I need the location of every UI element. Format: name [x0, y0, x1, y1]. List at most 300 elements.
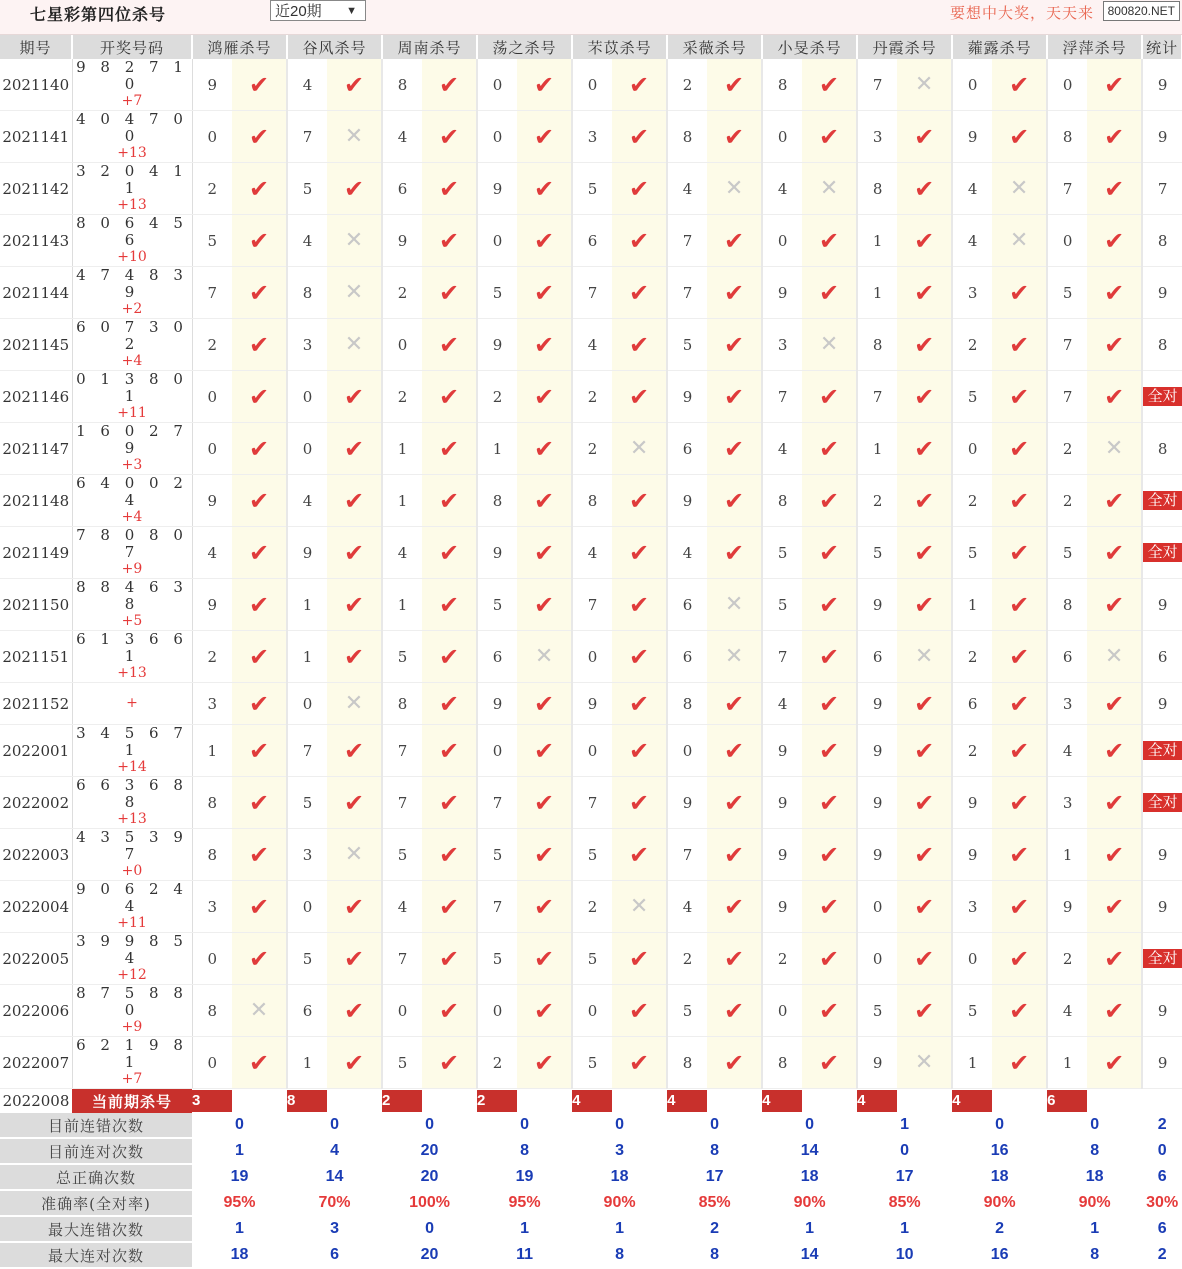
check-icon: ✔	[1104, 689, 1125, 718]
result-cell	[802, 319, 857, 371]
draw-numbers-cell	[72, 881, 192, 933]
result-cell	[232, 985, 287, 1037]
result-cell	[422, 725, 477, 777]
check-icon: ✔	[724, 689, 745, 718]
current-kill-number: 2	[382, 1090, 422, 1112]
draw-digits: 6 6 3 6 8 8	[76, 776, 188, 811]
draw-digits: 7 8 0 8 0 7	[76, 526, 188, 561]
check-icon: ✔	[534, 122, 555, 151]
period-number: 2021152	[0, 683, 72, 725]
check-icon: ✔	[914, 122, 935, 151]
table-row	[0, 59, 1182, 111]
check-icon: ✔	[438, 892, 460, 921]
result-cell	[517, 319, 572, 371]
check-icon: ✔	[1009, 486, 1030, 515]
check-icon: ✔	[629, 689, 650, 718]
summary-label: 最大连错次数	[0, 1216, 192, 1242]
kill-number: 5	[952, 527, 992, 579]
result-cell	[897, 319, 952, 371]
kill-number: 5	[952, 371, 992, 423]
kill-number: 8	[857, 163, 897, 215]
result-cell	[707, 267, 762, 319]
check-icon: ✔	[914, 788, 935, 817]
check-icon: ✔	[724, 1048, 745, 1077]
result-cell	[517, 111, 572, 163]
summary-value: 18	[952, 1164, 1047, 1190]
summary-value: 0	[1047, 1113, 1142, 1138]
result-cell	[707, 579, 762, 631]
kill-number: 5	[762, 527, 802, 579]
draw-numbers-cell	[72, 527, 192, 579]
summary-label: 最大连对次数	[0, 1242, 192, 1268]
kill-number: 2	[1047, 423, 1087, 475]
summary-value: 14	[762, 1138, 857, 1164]
cross-icon: ✕	[344, 332, 364, 357]
kill-number: 0	[1047, 59, 1087, 111]
column-header-expert: 周南杀号	[382, 35, 477, 59]
cross-icon: ✕	[629, 894, 649, 919]
result-cell	[897, 371, 952, 423]
kill-number: 6	[667, 579, 707, 631]
result-cell	[802, 527, 857, 579]
result-cell	[1087, 59, 1142, 111]
summary-value: 8	[1047, 1138, 1142, 1164]
kill-number: 7	[857, 59, 897, 111]
check-icon: ✔	[1104, 944, 1125, 973]
column-header-expert: 小旻杀号	[762, 35, 857, 59]
kill-number: 9	[762, 777, 802, 829]
result-cell	[612, 933, 667, 985]
cross-icon: ✕	[914, 644, 934, 669]
kill-number: 0	[572, 631, 612, 683]
kill-number: 4	[287, 215, 327, 267]
check-icon: ✔	[1009, 892, 1030, 921]
check-icon: ✔	[248, 538, 270, 567]
kill-number: 0	[287, 371, 327, 423]
check-icon: ✔	[438, 840, 460, 869]
stat-cell: 8	[1142, 319, 1182, 371]
check-icon: ✔	[914, 892, 935, 921]
draw-bonus: +12	[117, 967, 147, 983]
kill-number: 4	[192, 527, 232, 579]
result-cell	[517, 371, 572, 423]
summary-row	[0, 1242, 1182, 1268]
check-icon: ✔	[343, 892, 365, 921]
draw-bonus: +13	[117, 811, 147, 827]
result-cell	[707, 631, 762, 683]
draw-digits: 8 7 5 8 8 0	[76, 984, 188, 1019]
cross-icon: ✕	[344, 842, 364, 867]
table-row	[0, 777, 1182, 829]
summary-value: 0	[667, 1113, 762, 1138]
result-cell	[1087, 267, 1142, 319]
kill-number: 0	[952, 423, 992, 475]
kill-number: 0	[287, 423, 327, 475]
cross-icon: ✕	[724, 644, 744, 669]
table-row	[0, 881, 1182, 933]
all-correct-badge: 全对	[1143, 793, 1182, 812]
kill-number: 1	[1047, 829, 1087, 881]
check-icon: ✔	[438, 174, 460, 203]
kill-number: 4	[1047, 985, 1087, 1037]
kill-number: 1	[857, 423, 897, 475]
result-cell	[422, 777, 477, 829]
kill-number: 8	[192, 777, 232, 829]
result-cell	[707, 683, 762, 725]
table-row	[0, 527, 1182, 579]
result-cell	[897, 579, 952, 631]
draw-bonus: +10	[117, 249, 147, 265]
check-icon: ✔	[343, 434, 365, 463]
result-cell	[992, 933, 1047, 985]
kill-number: 1	[382, 475, 422, 527]
check-icon: ✔	[248, 434, 270, 463]
result-cell	[232, 683, 287, 725]
result-cell	[897, 881, 952, 933]
result-cell	[422, 631, 477, 683]
summary-value: 18	[1047, 1164, 1142, 1190]
stat-cell: 8	[1142, 423, 1182, 475]
kill-number: 2	[192, 631, 232, 683]
draw-bonus: +2	[121, 301, 143, 317]
kill-number: 5	[667, 319, 707, 371]
kill-number: 5	[572, 829, 612, 881]
kill-number: 7	[287, 111, 327, 163]
kill-number: 7	[667, 215, 707, 267]
table-row	[0, 267, 1182, 319]
site-badge[interactable]: 800820.NET	[1103, 1, 1180, 21]
check-icon: ✔	[724, 840, 745, 869]
draw-numbers-cell	[72, 1037, 192, 1089]
kill-number: 9	[667, 371, 707, 423]
check-icon: ✔	[629, 122, 650, 151]
cross-icon: ✕	[1104, 644, 1124, 669]
kill-number: 1	[287, 631, 327, 683]
draw-digits: 1 6 0 2 7 9	[76, 422, 188, 457]
kill-number: 5	[572, 163, 612, 215]
check-icon: ✔	[1009, 840, 1030, 869]
stat-cell: 9	[1142, 579, 1182, 631]
check-icon: ✔	[1104, 996, 1125, 1025]
kill-number: 2	[952, 631, 992, 683]
result-cell	[327, 267, 382, 319]
kill-number: 1	[287, 579, 327, 631]
result-cell	[612, 829, 667, 881]
kill-number: 9	[382, 215, 422, 267]
check-icon: ✔	[724, 70, 745, 99]
summary-value: 2	[667, 1216, 762, 1242]
summary-value: 1	[192, 1138, 287, 1164]
result-cell	[612, 579, 667, 631]
check-icon: ✔	[1104, 226, 1125, 255]
draw-numbers-cell	[72, 683, 192, 725]
kill-number: 8	[762, 475, 802, 527]
kill-number: 0	[192, 1037, 232, 1089]
check-icon: ✔	[248, 1048, 270, 1077]
current-period-row	[0, 1089, 1182, 1114]
check-icon: ✔	[438, 1048, 460, 1077]
result-cell	[327, 1037, 382, 1089]
kill-number: 8	[192, 985, 232, 1037]
period-number: 2021151	[0, 631, 72, 683]
result-cell	[707, 985, 762, 1037]
cross-icon: ✕	[819, 332, 839, 357]
summary-value: 18	[572, 1164, 667, 1190]
column-header-draw: 开奖号码	[72, 35, 192, 59]
chevron-down-icon: ▼	[346, 5, 357, 17]
summary-value: 14	[762, 1242, 857, 1268]
draw-bonus: +3	[121, 457, 143, 473]
check-icon: ✔	[248, 892, 270, 921]
kill-number: 0	[857, 881, 897, 933]
result-cell	[517, 215, 572, 267]
result-cell	[232, 579, 287, 631]
check-icon: ✔	[1104, 122, 1125, 151]
result-cell	[897, 163, 952, 215]
check-icon: ✔	[819, 382, 840, 411]
check-icon: ✔	[914, 174, 935, 203]
draw-numbers-cell	[72, 111, 192, 163]
result-cell	[422, 423, 477, 475]
check-icon: ✔	[343, 642, 365, 671]
kill-number: 9	[192, 475, 232, 527]
result-cell	[897, 777, 952, 829]
summary-value: 1	[192, 1216, 287, 1242]
result-cell	[1087, 475, 1142, 527]
result-cell	[992, 683, 1047, 725]
column-header-stat: 统计	[1142, 35, 1182, 59]
kill-number: 3	[192, 683, 232, 725]
result-cell	[422, 215, 477, 267]
check-icon: ✔	[1104, 788, 1125, 817]
check-icon: ✔	[629, 486, 650, 515]
result-cell	[707, 371, 762, 423]
kill-number: 7	[1047, 163, 1087, 215]
kill-number: 1	[857, 267, 897, 319]
result-cell	[1087, 985, 1142, 1037]
result-cell	[707, 319, 762, 371]
result-cell	[232, 267, 287, 319]
result-cell	[707, 111, 762, 163]
result-cell	[992, 829, 1047, 881]
result-cell	[992, 881, 1047, 933]
check-icon: ✔	[438, 736, 460, 765]
cross-icon: ✕	[249, 998, 269, 1023]
kill-number: 4	[287, 59, 327, 111]
result-cell	[517, 1037, 572, 1089]
summary-value: 8	[1047, 1242, 1142, 1268]
summary-value: 2	[1142, 1242, 1182, 1268]
kill-number: 0	[952, 933, 992, 985]
kill-number: 2	[952, 725, 992, 777]
check-icon: ✔	[343, 486, 365, 515]
check-icon: ✔	[819, 788, 840, 817]
summary-value: 8	[667, 1138, 762, 1164]
summary-value: 20	[382, 1164, 477, 1190]
kill-number: 5	[572, 1037, 612, 1089]
summary-value: 90%	[572, 1190, 667, 1216]
kill-number: 7	[572, 777, 612, 829]
summary-value: 19	[477, 1164, 572, 1190]
check-icon: ✔	[629, 1048, 650, 1077]
check-icon: ✔	[438, 788, 460, 817]
kill-number: 0	[192, 111, 232, 163]
table-row	[0, 111, 1182, 163]
kill-number: 8	[667, 1037, 707, 1089]
check-icon: ✔	[1104, 840, 1125, 869]
kill-number: 5	[382, 1037, 422, 1089]
draw-digits: 6 0 7 3 0 2	[76, 318, 188, 353]
result-cell	[1087, 829, 1142, 881]
cross-icon: ✕	[914, 72, 934, 97]
kill-number: 9	[287, 527, 327, 579]
all-correct-badge: 全对	[1143, 491, 1182, 510]
check-icon: ✔	[1009, 788, 1030, 817]
draw-digits: 8 8 4 6 3 8	[76, 578, 188, 613]
check-icon: ✔	[819, 226, 840, 255]
check-icon: ✔	[343, 590, 365, 619]
kill-number: 4	[382, 881, 422, 933]
draw-digits: 3 9 9 8 5 4	[76, 932, 188, 967]
summary-label: 总正确次数	[0, 1164, 192, 1190]
summary-value: 0	[287, 1113, 382, 1138]
summary-value: 0	[382, 1216, 477, 1242]
period-number: 2021145	[0, 319, 72, 371]
result-cell	[327, 111, 382, 163]
result-cell	[422, 985, 477, 1037]
result-cell	[232, 59, 287, 111]
kill-number: 5	[667, 985, 707, 1037]
check-icon: ✔	[438, 70, 460, 99]
kill-number: 9	[192, 579, 232, 631]
kill-number: 7	[572, 267, 612, 319]
draw-bonus: +0	[121, 863, 143, 879]
result-cell	[897, 933, 952, 985]
kill-number: 3	[1047, 777, 1087, 829]
result-cell	[992, 267, 1047, 319]
check-icon: ✔	[1104, 1048, 1125, 1077]
check-icon: ✔	[819, 70, 840, 99]
result-cell	[897, 631, 952, 683]
stat-cell: 6	[1142, 631, 1182, 683]
kill-number: 2	[667, 933, 707, 985]
result-cell	[232, 777, 287, 829]
check-icon: ✔	[914, 689, 935, 718]
check-icon: ✔	[819, 590, 840, 619]
period-select[interactable]	[270, 0, 366, 21]
result-cell	[897, 829, 952, 881]
result-cell	[232, 1037, 287, 1089]
check-icon: ✔	[724, 788, 745, 817]
result-cell	[992, 527, 1047, 579]
result-cell	[232, 215, 287, 267]
check-icon: ✔	[248, 174, 270, 203]
result-cell	[802, 111, 857, 163]
check-icon: ✔	[629, 944, 650, 973]
kill-number: 1	[1047, 1037, 1087, 1089]
result-cell	[707, 933, 762, 985]
table-row	[0, 163, 1182, 215]
result-cell	[422, 1037, 477, 1089]
summary-value: 1	[762, 1216, 857, 1242]
draw-bonus: +13	[117, 665, 147, 681]
kill-number: 7	[287, 725, 327, 777]
kill-number-table	[0, 35, 1182, 1269]
result-cell	[992, 475, 1047, 527]
kill-number: 0	[857, 933, 897, 985]
check-icon: ✔	[438, 538, 460, 567]
table-row	[0, 985, 1182, 1037]
result-cell	[517, 163, 572, 215]
summary-value: 0	[382, 1113, 477, 1138]
result-cell	[422, 527, 477, 579]
stat-cell	[1142, 777, 1182, 829]
kill-number: 9	[477, 163, 517, 215]
result-cell	[1087, 1037, 1142, 1089]
result-cell	[802, 985, 857, 1037]
kill-number: 9	[952, 777, 992, 829]
kill-number: 9	[762, 881, 802, 933]
check-icon: ✔	[534, 278, 555, 307]
draw-numbers-cell	[72, 215, 192, 267]
table-row	[0, 371, 1182, 423]
kill-number: 5	[287, 777, 327, 829]
result-cell	[1087, 933, 1142, 985]
kill-number: 0	[382, 319, 422, 371]
kill-number: 4	[382, 111, 422, 163]
result-cell	[517, 829, 572, 881]
summary-value: 1	[572, 1216, 667, 1242]
cross-icon: ✕	[344, 691, 364, 716]
kill-number: 5	[477, 579, 517, 631]
result-cell	[327, 725, 382, 777]
draw-digits: 6 4 0 0 2 4	[76, 474, 188, 509]
result-cell	[612, 215, 667, 267]
kill-number: 2	[572, 371, 612, 423]
check-icon: ✔	[819, 486, 840, 515]
kill-number: 5	[762, 579, 802, 631]
summary-value: 18	[192, 1242, 287, 1268]
result-cell	[517, 59, 572, 111]
kill-number: 6	[572, 215, 612, 267]
kill-number: 9	[857, 725, 897, 777]
kill-number: 5	[477, 933, 517, 985]
check-icon: ✔	[534, 689, 555, 718]
cross-icon: ✕	[534, 644, 554, 669]
draw-bonus: +4	[121, 353, 143, 369]
check-icon: ✔	[534, 788, 555, 817]
stat-cell: 9	[1142, 683, 1182, 725]
check-icon: ✔	[629, 736, 650, 765]
current-kill-number: 4	[952, 1090, 992, 1112]
kill-number: 4	[572, 319, 612, 371]
kill-number: 3	[287, 319, 327, 371]
check-icon: ✔	[438, 226, 460, 255]
kill-number: 0	[762, 215, 802, 267]
check-icon: ✔	[1009, 642, 1030, 671]
kill-number: 5	[572, 933, 612, 985]
check-icon: ✔	[248, 944, 270, 973]
result-cell	[612, 267, 667, 319]
kill-number: 2	[382, 371, 422, 423]
result-cell	[612, 475, 667, 527]
check-icon: ✔	[248, 840, 270, 869]
stat-cell: 9	[1142, 59, 1182, 111]
check-icon: ✔	[1009, 996, 1030, 1025]
check-icon: ✔	[248, 689, 270, 718]
check-icon: ✔	[819, 840, 840, 869]
draw-bonus: +9	[121, 1019, 143, 1035]
